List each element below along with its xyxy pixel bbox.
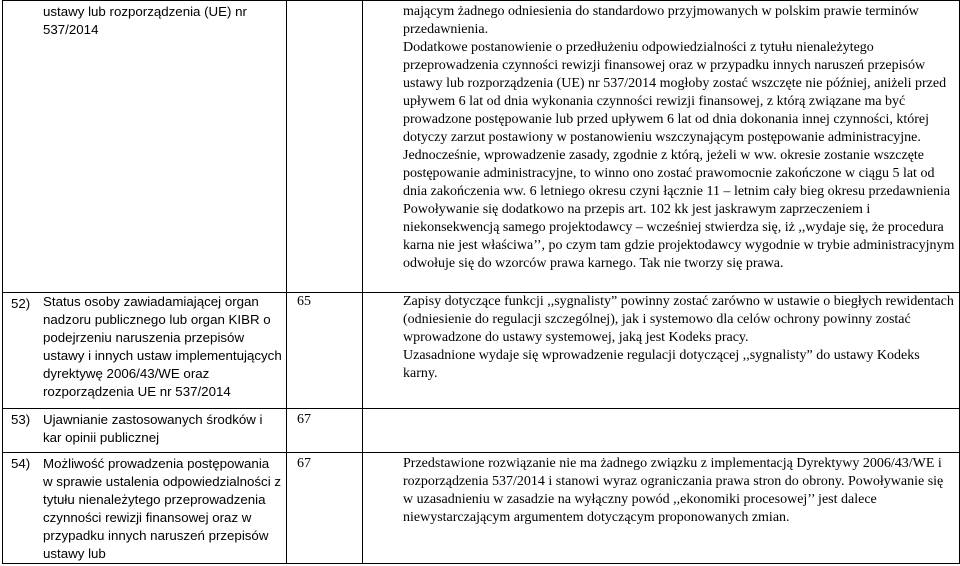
provision-cell xyxy=(3,1,287,293)
provision-title: Status osoby zawiadamiającej organ nadzoru publicznego lub organ KIBR o podejrzeniu naruszenia przepisów ustawy i innych ustaw implementujących dyrektywę 2006/43/WE oraz rozporządzenia UE nr 537/2014 xyxy=(43,294,282,399)
provision-cell xyxy=(3,409,287,453)
page-cell xyxy=(287,293,363,409)
page-cell xyxy=(287,409,363,453)
comment-cell xyxy=(363,293,960,409)
comment-cell xyxy=(363,453,960,564)
provision-number: 54) xyxy=(11,456,31,471)
page-cell xyxy=(287,453,363,564)
comments-table xyxy=(2,0,960,564)
comment-paragraph: Zapisy dotyczące funkcji ,,sygnalisty” powinny zostać zarówno w ustawie o biegłych rewidentach (odniesienie do regulacji szczególnej), jak i systemowo dla celów ochrony powinny zostać wprowadzone do ustawy systemowej, jaką jest Kodeks pracy. xyxy=(403,294,954,345)
page-cell xyxy=(287,1,363,293)
comment-paragraph: Dodatkowe postanowienie o przedłużeniu odpowiedzialności z tytułu nienależytego przeprowadzenia czynności rewizji finansowej oraz w przypadku innych naruszeń przepisów ustawy lub rozporządzenia (UE) nr 537/2014 mogłoby zostać wszczęte nie później, aniżeli przed upływem 6 lat od dnia wykonania czynności rewizji finansowej, z którą związane ma być prowadzone postępowanie lub przed upływem 6 lat od dnia dokonania innej czynności, której dotyczy zarzut postawiony w postanowieniu wszczynającym postępowanie administracyjne. xyxy=(403,40,947,145)
page-number: 67 xyxy=(297,456,311,471)
comment-paragraph: Przedstawione rozwiązanie nie ma żadnego związku z implementacją Dyrektywy 2006/43/WE i rozporządzenia 537/2014 i stanowi wyraz ograniczania prawa stron do obrony. Powoływanie się w uzasadnieniu w zasadzie na wyłączny powód ,,ekonomiki procesowej’’ jest dalece niewystarczającym argumentem dotyczącym proponowanych zmian. xyxy=(403,456,944,525)
comment-cell xyxy=(363,409,960,453)
table-row xyxy=(3,1,960,293)
comment-paragraph: Uzasadnione wydaje się wprowadzenie regulacji dotyczącej ,,sygnalisty” do ustawy Kodeks karny. xyxy=(403,348,920,381)
provision-title: Ujawnianie zastosowanych środków i kar opinii publicznej xyxy=(43,412,263,445)
provision-cell xyxy=(3,293,287,409)
comment-cell xyxy=(363,1,960,293)
provision-title: ustawy lub rozporządzenia (UE) nr 537/2014 xyxy=(43,4,247,37)
page-number: 67 xyxy=(297,412,311,427)
provision-number: 53) xyxy=(11,412,31,427)
provision-title: Możliwość prowadzenia postępowania w sprawie ustalenia odpowiedzialności z tytułu nienależytego przeprowadzenia czynności rewizji finansowej oraz w przypadku innych naruszeń przepisów ustawy lub xyxy=(43,456,281,561)
provision-number: 52) xyxy=(11,296,31,311)
comment-paragraph: Powoływanie się dodatkowo na przepis art. 102 kk jest jaskrawym zaprzeczeniem i niekonsekwencją samego projektodawcy – wcześniej stwierdza się, iż ,,wydaje się, że procedura karna nie jest właściwa’’, po czym tam gdzie projektodawcy wygodnie w trybie administracyjnym odwołuje się do wzorców prawa karnego. Tak nie tworzy się prawa. xyxy=(403,202,955,271)
page-number: 65 xyxy=(297,294,311,309)
comment-paragraph: Jednocześnie, wprowadzenie zasady, zgodnie z którą, jeżeli w ww. okresie zostanie wszczęte postępowanie administracyjne, to winno ono zostać prawomocnie zakończone w ciągu 5 lat od dnia zakończenia ww. 6 letniego okresu czyni łącznie 11 – letnim cały bieg okresu przedawnienia xyxy=(403,148,951,199)
table-row xyxy=(3,409,960,453)
provision-cell xyxy=(3,453,287,564)
table-row xyxy=(3,293,960,409)
table-row xyxy=(3,453,960,564)
comment-paragraph: mającym żadnego odniesienia do standardowo przyjmowanych w polskim prawie terminów przedawnienia. xyxy=(403,4,919,37)
